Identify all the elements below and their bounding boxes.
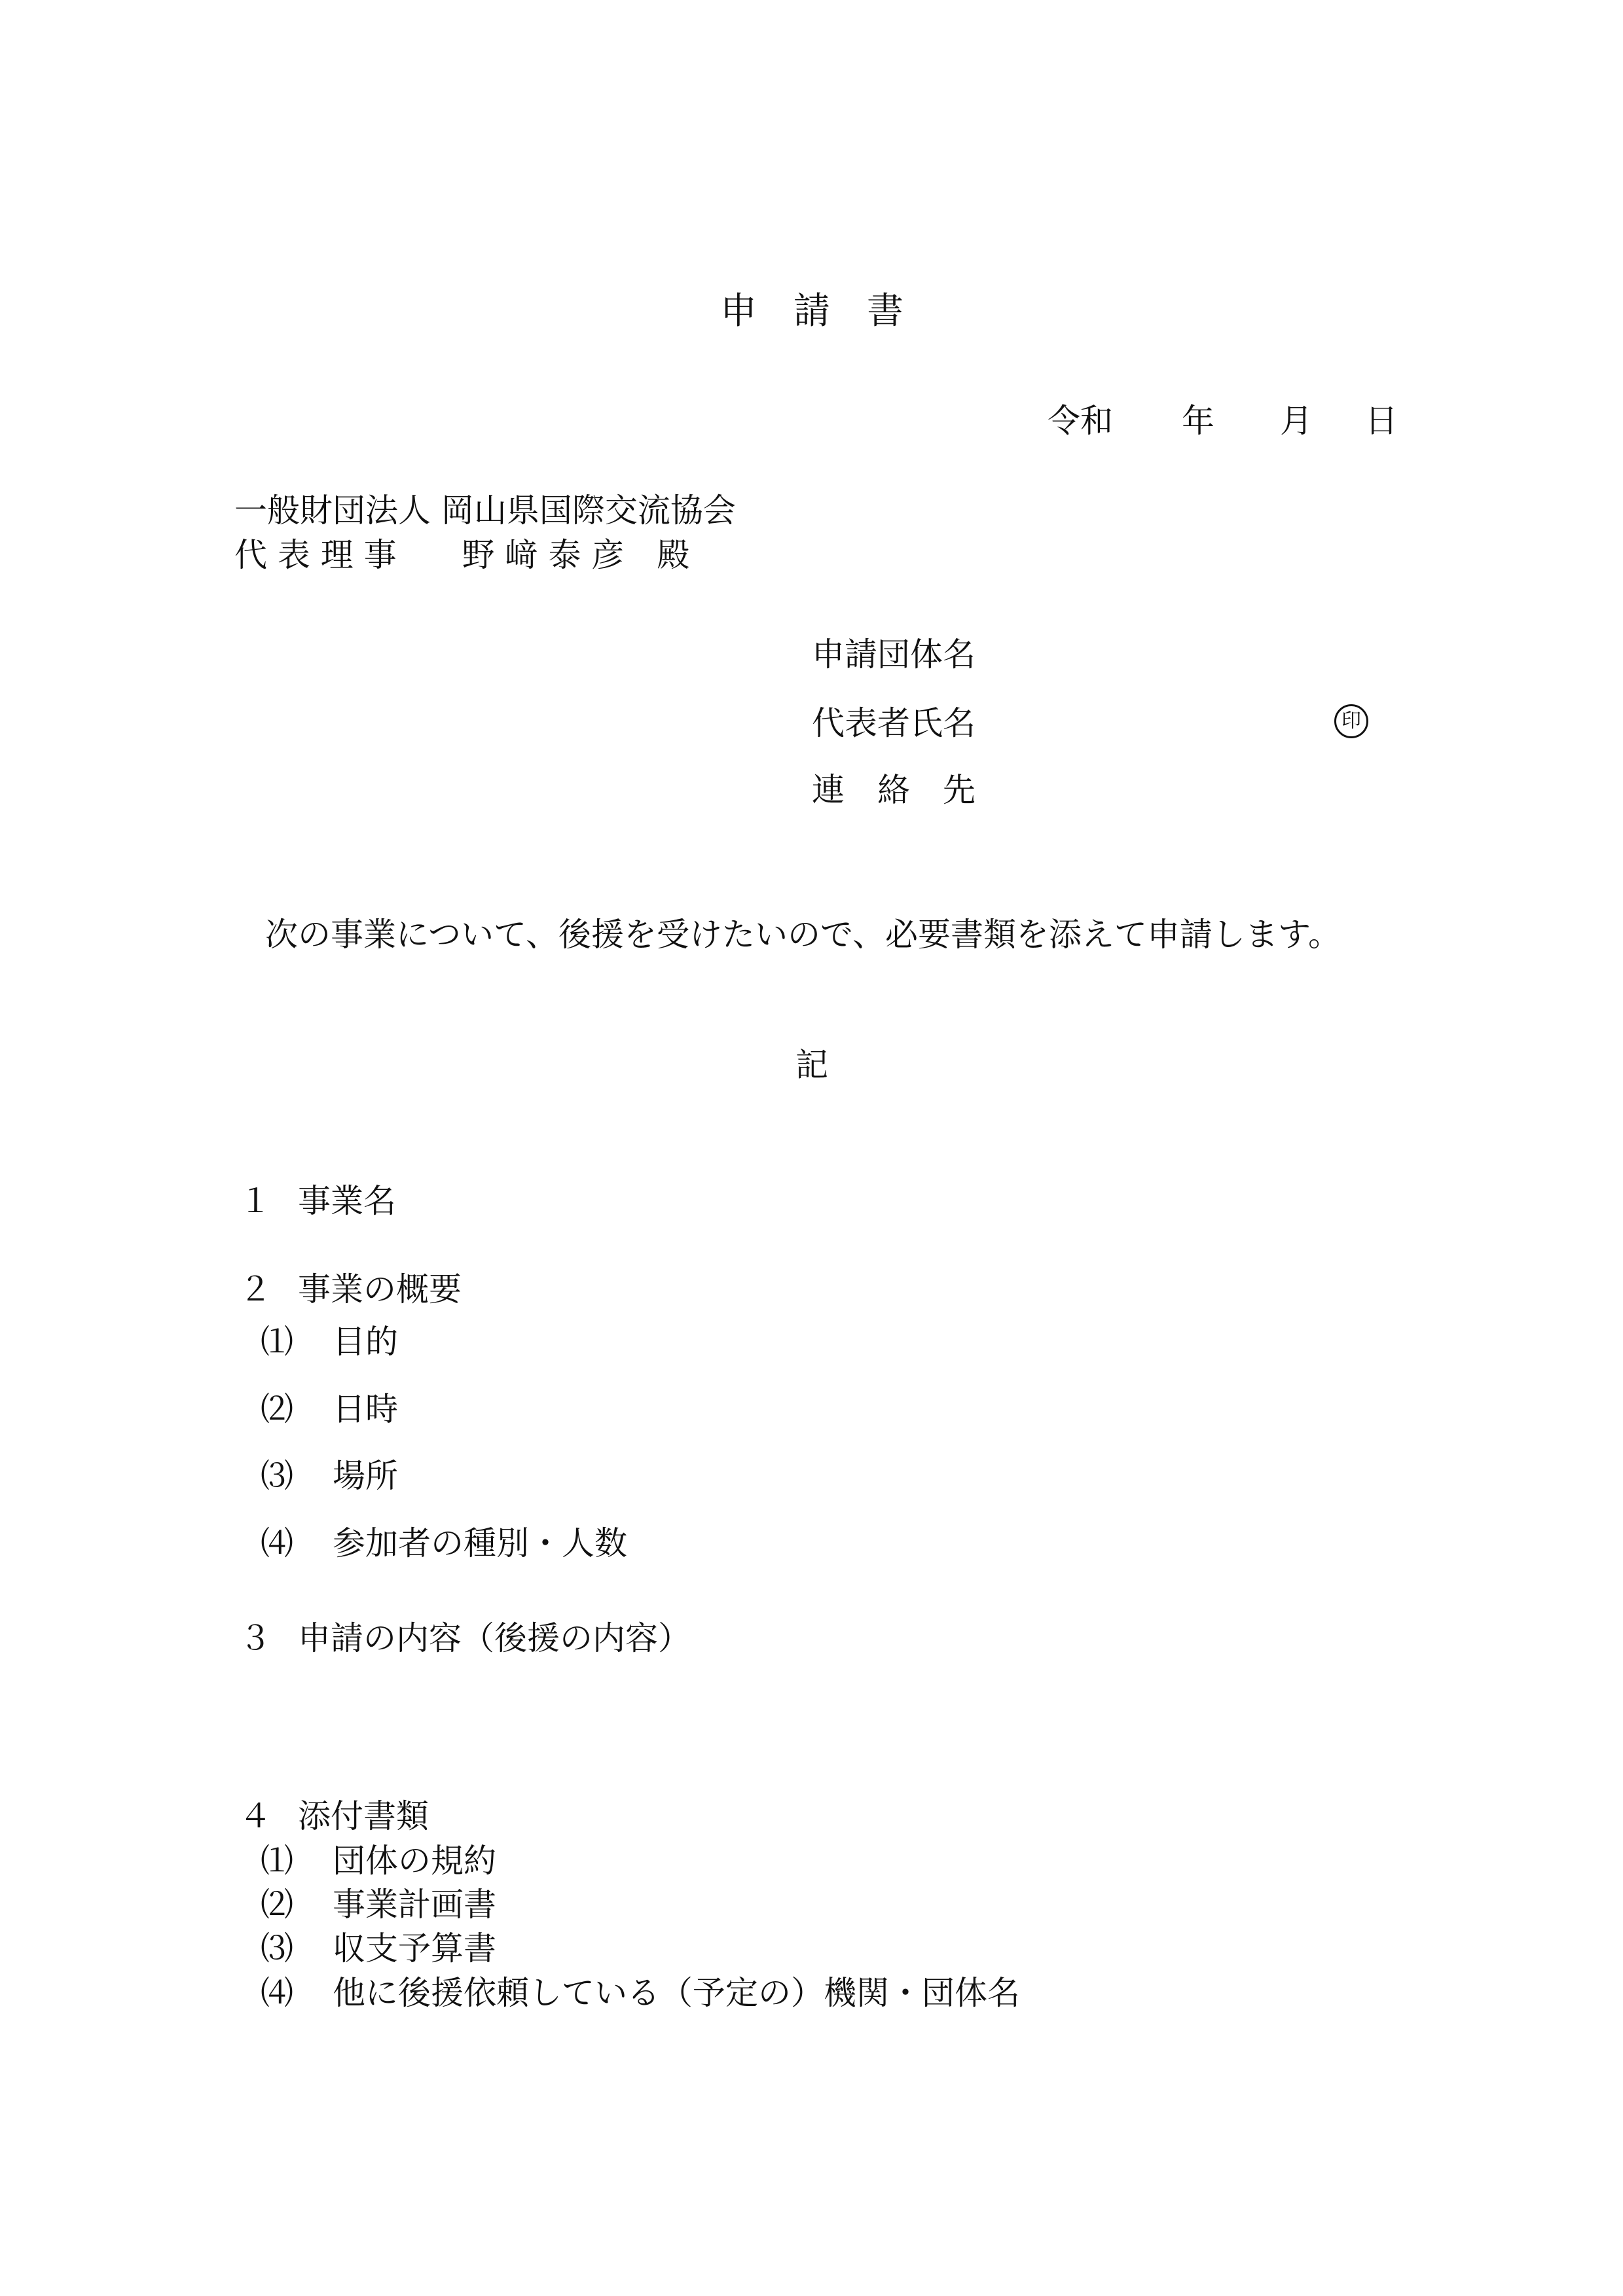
subitem-number: ⑴ xyxy=(261,1323,293,1361)
intro-text: 次の事業について、後援を受けたいので、必要書類を添えて申請します。 xyxy=(265,916,1341,954)
page-title: 申 請 書 xyxy=(720,290,903,332)
subitem-number: ⑷ xyxy=(261,1974,293,2012)
addressee-organization: 一般財団法人 岡山県国際交流協会 xyxy=(234,492,736,529)
date-year-label: 年 xyxy=(1182,402,1214,440)
subitem-number: ⑷ xyxy=(261,1524,293,1562)
subitem-label: 団体の規約 xyxy=(333,1842,496,1880)
date-era: 令和 xyxy=(1048,402,1113,440)
subitem-number: ⑶ xyxy=(261,1929,293,1967)
section-number: ２ xyxy=(239,1270,272,1308)
subitem-label: 事業計画書 xyxy=(333,1886,496,1924)
subitem-number: ⑵ xyxy=(261,1886,293,1924)
applicant-group-name-label: 申請団体名 xyxy=(812,636,976,673)
section-label: 申請の内容（後援の内容） xyxy=(298,1619,691,1657)
section-label: 事業名 xyxy=(298,1182,396,1220)
section-number: ４ xyxy=(239,1797,272,1835)
subitem-label: 収支予算書 xyxy=(333,1929,496,1967)
section-label: 添付書類 xyxy=(298,1797,429,1835)
subitem-label: 場所 xyxy=(333,1457,398,1495)
subitem-number: ⑴ xyxy=(261,1842,293,1880)
applicant-rep-name-label: 代表者氏名 xyxy=(812,704,976,742)
seal-mark: 印 xyxy=(1334,704,1368,738)
section-number: ３ xyxy=(239,1619,272,1657)
subitem-number: ⑵ xyxy=(261,1390,293,1428)
section-number: １ xyxy=(239,1182,272,1220)
subitem-label: 日時 xyxy=(333,1390,398,1428)
subitem-number: ⑶ xyxy=(261,1457,293,1495)
addressee-representative: 代 表 理 事 野 﨑 泰 彦 殿 xyxy=(234,536,690,574)
section-label: 事業の概要 xyxy=(298,1270,462,1308)
subitem-label: 参加者の種別・人数 xyxy=(333,1524,627,1562)
date-day-label: 日 xyxy=(1365,402,1398,440)
applicant-contact-label: 連 絡 先 xyxy=(812,771,976,809)
ki-heading: 記 xyxy=(795,1046,828,1084)
subitem-label: 他に後援依頼している（予定の）機関・団体名 xyxy=(333,1974,1020,2012)
subitem-label: 目的 xyxy=(333,1323,398,1361)
date-month-label: 月 xyxy=(1280,402,1313,440)
